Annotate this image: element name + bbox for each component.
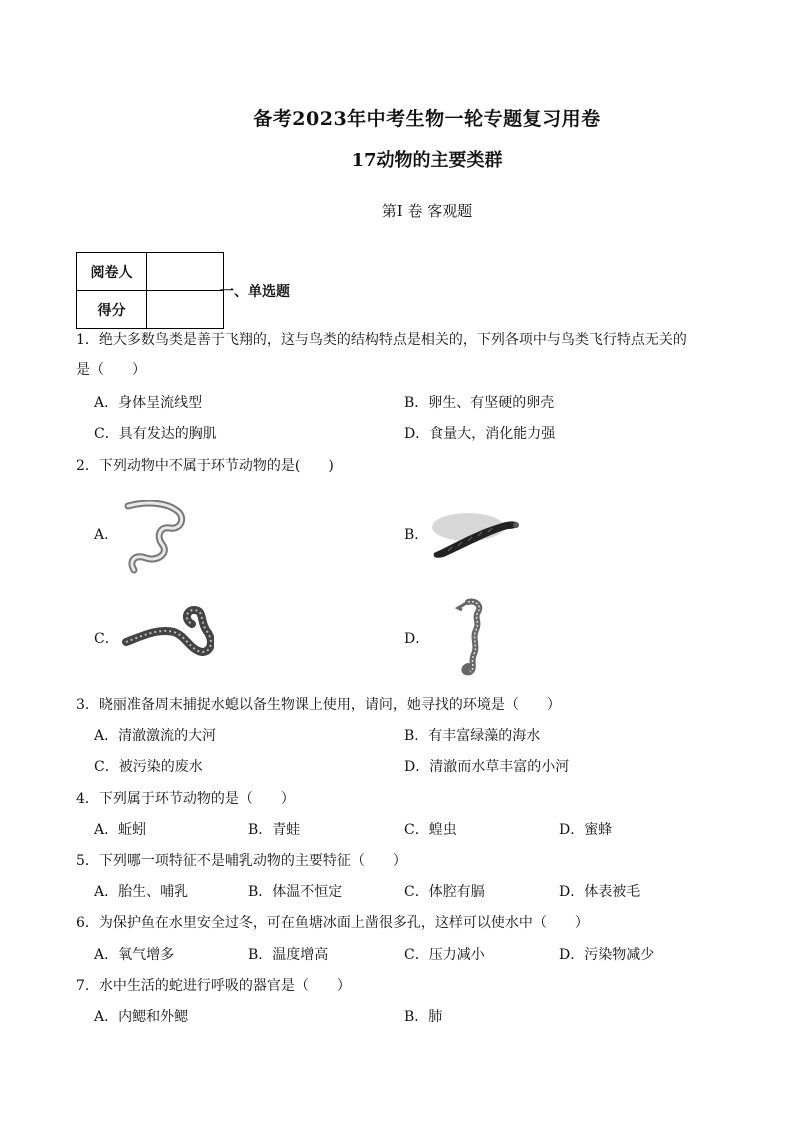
q6-option-a[interactable]: A．氧气增多 <box>94 947 175 963</box>
question-2-stem: 2．下列动物中不属于环节动物的是( ) <box>76 458 334 474</box>
score-cell[interactable] <box>147 291 224 329</box>
exam-title: 备考2023年中考生物一轮专题复习用卷 <box>253 108 601 130</box>
q4-option-a[interactable]: A．蚯蚓 <box>94 822 147 838</box>
seahorse-image <box>446 598 490 676</box>
question-5-stem: 5．下列哪一项特征不是哺乳动物的主要特征（ ） <box>76 853 407 869</box>
q5-option-a[interactable]: A．胎生、哺乳 <box>94 884 189 900</box>
q2-option-b[interactable]: B． <box>404 527 429 543</box>
q1-option-d[interactable]: D．食量大，消化能力强 <box>404 426 556 442</box>
q1-option-a[interactable]: A．身体呈流线型 <box>94 395 203 411</box>
leech-image <box>428 505 524 561</box>
q5-option-b[interactable]: B．体温不恒定 <box>248 884 343 900</box>
q6-option-c[interactable]: C．压力减小 <box>404 947 485 963</box>
question-3-stem: 3．晓丽准备周末捕捉水螅以备生物课上使用，请问，她寻找的环境是（ ） <box>76 697 561 713</box>
q3-option-c[interactable]: C．被污染的废水 <box>94 759 203 775</box>
question-7-stem: 7．水中生活的蛇进行呼吸的器官是（ ） <box>76 978 351 994</box>
flatworm-image <box>120 500 192 575</box>
score-label: 得分 <box>77 291 147 329</box>
q3-option-d[interactable]: D．清澈而水草丰富的小河 <box>404 759 570 775</box>
question-4-stem: 4．下列属于环节动物的是（ ） <box>76 791 295 807</box>
reviewer-label: 阅卷人 <box>77 253 147 291</box>
q4-option-d[interactable]: D．蜜蜂 <box>559 822 613 838</box>
q5-option-c[interactable]: C．体腔有膈 <box>404 884 485 900</box>
reviewer-cell[interactable] <box>147 253 224 291</box>
exam-subtitle: 17动物的主要类群 <box>351 150 503 171</box>
q3-option-a[interactable]: A．清澈激流的大河 <box>94 728 217 744</box>
q2-option-c[interactable]: C． <box>94 631 119 647</box>
q1-option-b[interactable]: B．卵生、有坚硬的卵壳 <box>404 395 555 411</box>
section-title: 一、单选题 <box>220 284 290 300</box>
q6-option-b[interactable]: B．温度增高 <box>248 947 329 963</box>
q2-option-d[interactable]: D． <box>404 631 430 647</box>
q7-option-a[interactable]: A．内鳃和外鳃 <box>94 1009 189 1025</box>
question-1-stem-cont: 是（ ） <box>76 362 146 378</box>
question-6-stem: 6．为保护鱼在水里安全过冬，可在鱼塘冰面上凿很多孔，这样可以使水中（ ） <box>76 915 589 931</box>
q3-option-b[interactable]: B．有丰富绿藻的海水 <box>404 728 541 744</box>
q2-option-a[interactable]: A． <box>94 527 119 543</box>
question-1-stem: 1．绝大多数鸟类是善于飞翔的，这与鸟类的结构特点是相关的，下列各项中与鸟类飞行特点无关的 <box>76 332 687 348</box>
q5-option-d[interactable]: D．体表被毛 <box>559 884 641 900</box>
score-table <box>76 252 224 329</box>
q1-option-c[interactable]: C．具有发达的胸肌 <box>94 426 217 442</box>
q4-option-c[interactable]: C．蝗虫 <box>404 822 457 838</box>
q6-option-d[interactable]: D．污染物减少 <box>559 947 655 963</box>
q7-option-b[interactable]: B．肺 <box>404 1009 443 1025</box>
part-heading: 第Ⅰ 卷 客观题 <box>381 202 473 220</box>
earthworm-image <box>122 606 214 664</box>
q4-option-b[interactable]: B．青蛙 <box>248 822 301 838</box>
